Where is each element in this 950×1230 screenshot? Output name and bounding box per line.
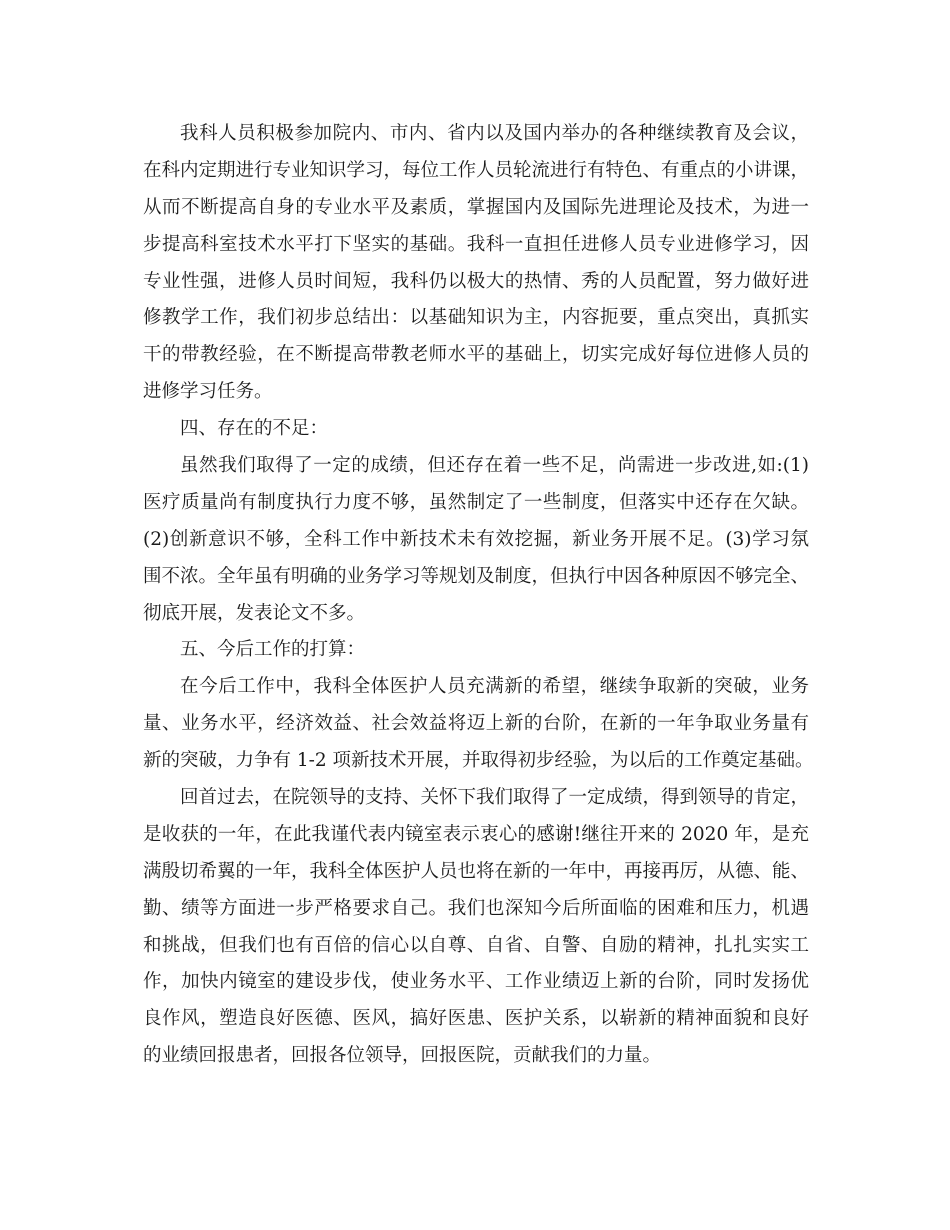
text-line: 量、业务水平，经济效益、社会效益将迈上新的台阶，在新的一年争取业务量有 <box>143 713 809 735</box>
text-line: 虽然我们取得了一定的成绩，但还存在着一些不足，尚需进一步改进,如:(1) <box>180 455 809 477</box>
text-line: 作，加快内镜室的建设步伐，使业务水平、工作业绩迈上新的台阶，同时发扬优 <box>143 971 809 993</box>
paragraph-training <box>143 116 809 411</box>
text-line: 步提高科室技术水平打下坚实的基础。我科一直担任进修人员专业进修学习，因 <box>143 233 809 255</box>
text-line: 修教学工作，我们初步总结出：以基础知识为主，内容扼要，重点突出，真抓实 <box>143 307 809 329</box>
text-line: 良作风，塑造良好医德、医风，搞好医患、医护关系，以崭新的精神面貌和良好 <box>143 1008 809 1030</box>
text-line: 的业绩回报患者，回报各位领导，回报医院，贡献我们的力量。 <box>143 1045 662 1067</box>
text-line: 围不浓。全年虽有明确的业务学习等规划及制度，但执行中因各种原因不够完全、 <box>143 565 810 587</box>
text-line: 进修学习任务。 <box>143 381 273 403</box>
text-line: 勤、绩等方面进一步严格要求自己。我们也深知今后所面临的困难和压力，机遇 <box>143 897 809 919</box>
text-line: 干的带教经验，在不断提高带教老师水平的基础上，切实完成好每位进修人员的 <box>143 344 809 366</box>
heading-text: 五、今后工作的打算： <box>180 639 366 661</box>
section-heading-shortcomings <box>143 411 809 448</box>
text-line: 满殷切希翼的一年，我科全体医护人员也将在新的一年中，再接再厉，从德、能、 <box>143 860 810 882</box>
section-heading-plans <box>143 632 809 669</box>
text-line: 从而不断提高自身的专业水平及素质，掌握国内及国际先进理论及技术，为进一 <box>143 196 809 218</box>
text-line: 在今后工作中，我科全体医护人员充满新的希望，继续争取新的突破，业务 <box>180 676 809 698</box>
text-line: (2)创新意识不够，全科工作中新技术未有效挖掘，新业务开展不足。(3)学习氛 <box>143 528 809 550</box>
text-line: 回首过去，在院领导的支持、关怀下我们取得了一定成绩，得到领导的肯定， <box>180 787 810 809</box>
text-line: 专业性强，进修人员时间短，我科仍以极大的热情、秀的人员配置，努力做好进 <box>143 270 809 292</box>
text-line: 我科人员积极参加院内、市内、省内以及国内举办的各种继续教育及会议， <box>180 123 809 144</box>
text-line: 是收获的一年，在此我谨代表内镜室表示衷心的感谢!继往开来的 2020 年，是充 <box>143 823 809 845</box>
heading-text: 四、存在的不足： <box>180 418 329 440</box>
text-line: 医疗质量尚有制度执行力度不够，虽然制定了一些制度，但落实中还存在欠缺。 <box>143 491 809 513</box>
text-line: 新的突破，力争有 1-2 项新技术开展，并取得初步经验，为以后的工作奠定基础。 <box>143 750 814 772</box>
text-line: 和挑战，但我们也有百倍的信心以自尊、自省、自警、自励的精神，扎扎实实工 <box>143 934 809 956</box>
paragraph-shortcomings <box>143 448 809 632</box>
paragraph-plans <box>143 669 814 780</box>
paragraph-conclusion <box>143 780 809 1075</box>
text-line: 在科内定期进行专业知识学习，每位工作人员轮流进行有特色、有重点的小讲课， <box>143 159 810 181</box>
text-line: 彻底开展，发表论文不多。 <box>143 602 366 624</box>
document-body <box>143 116 814 1075</box>
